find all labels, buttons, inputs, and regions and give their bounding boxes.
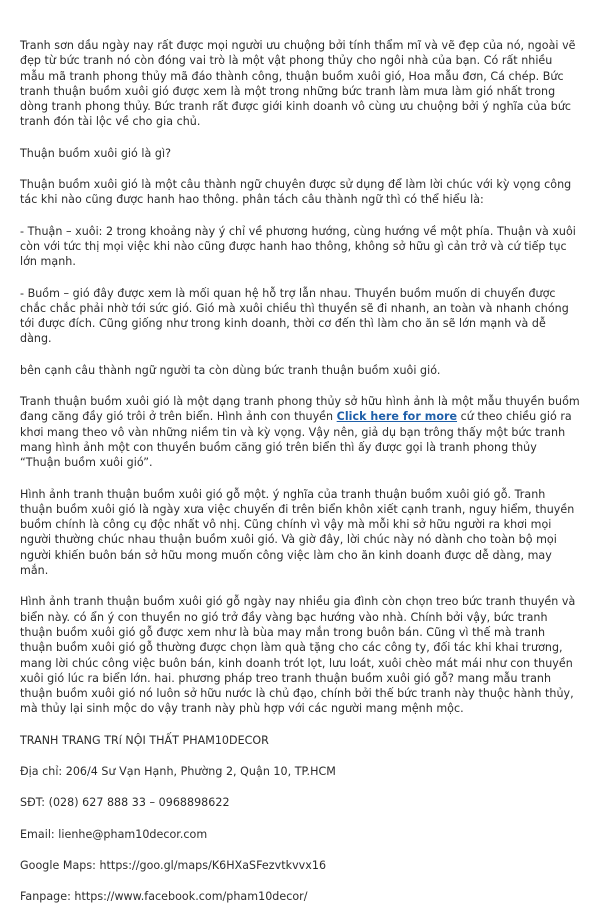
- transition-paragraph: bên cạnh câu thành ngữ người ta còn dùng bức tranh thuận buồm xuôi gió.: [20, 363, 441, 377]
- thuan-xuoi-paragraph: - Thuận – xuôi: 2 trong khoảng này ý chỉ về phương hướng, cùng hướng về một phía. Thuận và xuôi còn với tức thị mọi việc khi nào cũng được hanh hao thông, không sở hữu gì cản trở và cứ tiếp tục lớn mạnh.: [20, 224, 576, 269]
- address-line: Địa chỉ: 206/4 Sư Vạn Hạnh, Phường 2, Quận 10, TP.HCM: [20, 764, 336, 778]
- intro-paragraph: Tranh sơn dầu ngày nay rất được mọi người ưu chuộng bởi tính thẩm mĩ và vẽ đẹp của nó, ngoài vẽ đẹp từ bức tranh nó còn đóng vai trò là một vật phong thủy cho ngôi nhà của bạn. Có rất nhiều mẫu mã tranh phong thủy mã đáo thành công, thuận buồm xuôi gió, Hoa mẫu đơn, Cá chép. Bức tranh thuận buồm xuôi gió được xem là một trong những bức tranh làm mưa làm gió nhất trong dòng tranh phong thủy. Bức tranh rất được giới kinh doanh vô cùng ưu chuộng bởi ý nghĩa của bức tranh đón tài lộc về cho gia chủ.: [20, 39, 576, 129]
- meaning-paragraph: Hình ảnh tranh thuận buồm xuôi gió gỗ một. ý nghĩa của tranh thuận buồm xuôi gió gỗ. Tranh thuận buồm xuôi gió là ngày xưa việc chuyến đi trên biển khôn xiết cạnh tranh, nguy hiểm, thuyền buồm chính là công cụ độc nhất vô nhị. Cũng chính vì vậy mà mỗi khi sở hữu người ra khơi mọi người thường chúc nhau thuận buồm xuôi gió. Và giờ đây, lời chúc này nó dành cho toàn bộ mọi người khiến buôn bán sở hữu mong muốn công việc làm cho ăn kinh doanh được dễ dàng, may mắn.: [20, 487, 575, 578]
- click-here-link[interactable]: Click here for more: [336, 410, 458, 424]
- paragraph-text-after-link: cứ theo chiều gió ra khơi mang theo vô vàn những niềm tin và kỳ vọng. Vậy nên, giả dụ bạn trông thấy một bức tranh mang hình ảnh một con thuyền buồm căng gió trên biển thì ấy được gọi là tranh phong thủy “Thuận buồm xuôi gió”.: [20, 410, 572, 470]
- fanpage-line: Fanpage: https://www.facebook.com/pham10decor/: [20, 890, 308, 904]
- section-question: Thuận buồm xuôi gió là gì?: [20, 146, 172, 160]
- email-line: Email: lienhe@pham10decor.com: [20, 827, 208, 841]
- buom-gio-paragraph: - Buồm – gió đây được xem là mối quan hệ hỗ trợ lẫn nhau. Thuyền buồm muốn di chuyển được chắc chắc phải nhờ tới sức gió. Gió mà xuôi chiều thì thuyền sẽ đi nhanh, an toàn và nhanh chóng tới được đích. Cũng giống như trong kinh doanh, thời cơ đến thì làm cho ăn sẽ lớn mạnh và dễ dàng.: [20, 286, 569, 346]
- phone-line: SĐT: (028) 627 888 33 – 0968898622: [20, 796, 230, 810]
- company-name: TRANH TRANG TRí NỘI THẤT PHAM10DECOR: [20, 733, 269, 747]
- hanging-paragraph: Hình ảnh tranh thuận buồm xuôi gió gỗ ngày nay nhiều gia đình còn chọn treo bức tranh thuyền và biển này. có ẩn ý con thuyền no gió trở đầy vàng bạc hướng vào nhà. Chính bởi vậy, bức tranh thuận buồm xuôi gió gỗ được xem như là bùa may mắn trong buôn bán. Cũng vì thế mà tranh thuận buồm xuôi gió gỗ thường được chọn làm quà tặng cho các công ty, đối tác khi khai trương, mang lời chúc công việc buôn bán, kinh doanh trót lọt, lưu loát, xuôi chèo mát mái như con thuyền xuôi gió lúc ra biển lớn. hai. phương pháp treo tranh thuận buồm xuôi gió gỗ? mang mẫu tranh thuận buồm xuôi gió nó luôn sở hữu nước là chủ đạo, chính bởi thế bức tranh này thuộc hành thủy, mà thủy lại sinh mộc do vậy tranh này phù hợp với các người mang mệnh mộc.: [20, 595, 576, 716]
- painting-description-paragraph: [20, 394, 580, 470]
- idiom-definition-paragraph: Thuận buồm xuôi gió là một câu thành ngữ chuyên được sử dụng để làm lời chúc với kỳ vọng công tác khi nào cũng được hanh hao thông. phân tách câu thành ngữ thì có thể hiểu là:: [20, 178, 572, 207]
- google-maps-line: Google Maps: https://goo.gl/maps/K6HXaSFezvtkvvx16: [20, 858, 327, 872]
- paragraph-text-before-link: Tranh thuận buồm xuôi gió là một dạng tranh phong thủy sở hữu hình ảnh là một mẫu thuyền buồm đang căng đầy gió trôi ở trên biển. Hình ảnh con thuyền: [20, 395, 580, 424]
